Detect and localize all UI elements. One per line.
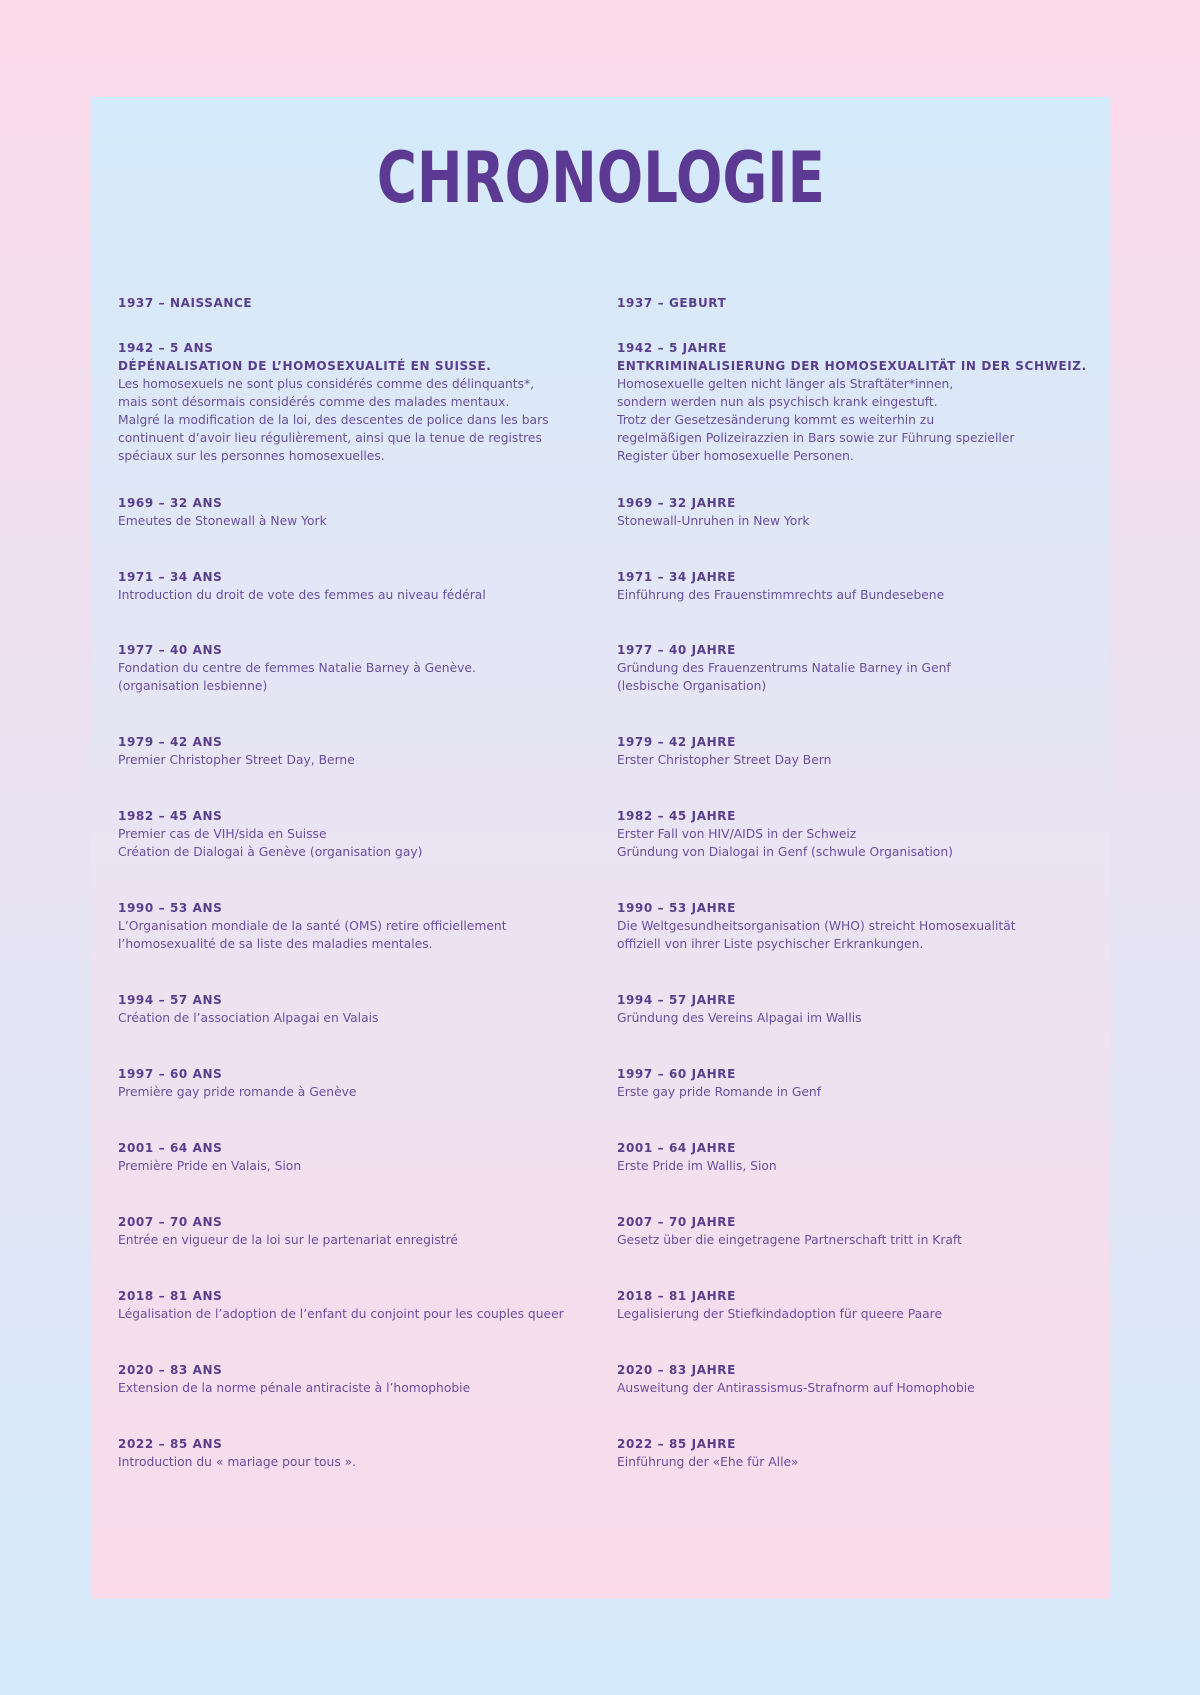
entry-heading: 1971 – 34 JAHRE xyxy=(617,570,736,584)
timeline-entry-fr xyxy=(118,733,608,769)
entry-heading: 1942 – 5 ANS xyxy=(118,341,214,355)
entry-heading: 1982 – 45 ANS xyxy=(118,809,223,823)
timeline-entry-fr xyxy=(118,899,608,953)
entry-text-line: Introduction du « mariage pour tous ». xyxy=(118,1455,357,1469)
entry-text-line: Création de Dialogai à Genève (organisation gay) xyxy=(118,845,423,859)
entry-text-line: Legalisierung der Stiefkindadoption für queere Paare xyxy=(617,1307,943,1321)
entry-text-line: Emeutes de Stonewall à New York xyxy=(118,514,327,528)
entry-text-line: Premier Christopher Street Day, Berne xyxy=(118,753,355,767)
entry-heading: 1937 – GEBURT xyxy=(617,296,727,310)
entry-text-line: Malgré la modification de la loi, des descentes de police dans les bars xyxy=(118,413,549,427)
entry-text-line: L’Organisation mondiale de la santé (OMS) retire officiellement xyxy=(118,919,507,933)
entry-text-line: Légalisation de l’adoption de l’enfant du conjoint pour les couples queer xyxy=(118,1307,564,1321)
entry-heading: 2001 – 64 ANS xyxy=(118,1141,223,1155)
entry-text-line: Erster Fall von HIV/AIDS in der Schweiz xyxy=(617,827,857,841)
entry-heading: 2001 – 64 JAHRE xyxy=(617,1141,736,1155)
entry-text-line: Erste Pride im Wallis, Sion xyxy=(617,1159,777,1173)
entry-heading: 2020 – 83 ANS xyxy=(118,1363,223,1377)
entry-heading: 1969 – 32 ANS xyxy=(118,496,223,510)
timeline-entry-de xyxy=(617,807,1107,861)
timeline-entry-fr xyxy=(118,1435,608,1471)
entry-text-line: Erste gay pride Romande in Genf xyxy=(617,1085,822,1099)
entry-heading: 1979 – 42 ANS xyxy=(118,735,223,749)
entry-text-line: Gründung des Vereins Alpagai im Wallis xyxy=(617,1011,862,1025)
entry-text-line: continuent d’avoir lieu régulièrement, ainsi que la tenue de registres xyxy=(118,431,542,445)
timeline-entry-de xyxy=(617,1213,1107,1249)
entry-text-line: Trotz der Gesetzesänderung kommt es weiterhin zu xyxy=(617,413,935,427)
entry-text-line: Première Pride en Valais, Sion xyxy=(118,1159,302,1173)
timeline-entry-de xyxy=(617,1139,1107,1175)
entry-subheading: ENTKRIMINALISIERUNG DER HOMOSEXUALITÄT IN DER SCHWEIZ. xyxy=(617,359,1087,373)
entry-heading: 1997 – 60 ANS xyxy=(118,1067,223,1081)
entry-text-line: Erster Christopher Street Day Bern xyxy=(617,753,832,767)
timeline-entry-fr xyxy=(118,641,608,695)
timeline-entry-fr xyxy=(118,1361,608,1397)
entry-heading: 2018 – 81 JAHRE xyxy=(617,1289,736,1303)
timeline-entry-fr xyxy=(118,294,608,312)
timeline-entry-de xyxy=(617,1065,1107,1101)
entry-subheading: DÉPÉNALISATION DE L’HOMOSEXUALITÉ EN SUISSE. xyxy=(118,359,492,373)
entry-text-line: Die Weltgesundheitsorganisation (WHO) streicht Homosexualität xyxy=(617,919,1016,933)
entry-text-line: spéciaux sur les personnes homosexuelles. xyxy=(118,449,385,463)
timeline-entry-fr xyxy=(118,1287,608,1323)
entry-text-line: regelmäßigen Polizeirazzien in Bars sowie zur Führung spezieller xyxy=(617,431,1015,445)
timeline-entry-fr xyxy=(118,807,608,861)
timeline-entry-fr xyxy=(118,1065,608,1101)
entry-text-line: Création de l’association Alpagai en Valais xyxy=(118,1011,379,1025)
entry-text-line: Ausweitung der Antirassismus-Strafnorm auf Homophobie xyxy=(617,1381,975,1395)
page-title: CHRONOLOGIE xyxy=(376,137,825,219)
entry-text-line: Gesetz über die eingetragene Partnerschaft tritt in Kraft xyxy=(617,1233,962,1247)
entry-text-line: Les homosexuels ne sont plus considérés comme des délinquants*, xyxy=(118,377,535,391)
entry-heading: 1979 – 42 JAHRE xyxy=(617,735,736,749)
timeline-entry-fr xyxy=(118,991,608,1027)
entry-text-line: Entrée en vigueur de la loi sur le partenariat enregistré xyxy=(118,1233,458,1247)
timeline-entry-de xyxy=(617,339,1107,465)
timeline-entry-de xyxy=(617,733,1107,769)
entry-text-line: Fondation du centre de femmes Natalie Barney à Genève. xyxy=(118,661,476,675)
timeline-entry-de xyxy=(617,1287,1107,1323)
entry-text-line: (lesbische Organisation) xyxy=(617,679,767,693)
timeline-entry-de xyxy=(617,641,1107,695)
entry-heading: 2007 – 70 ANS xyxy=(118,1215,223,1229)
entry-text-line: sondern werden nun als psychisch krank eingestuft. xyxy=(617,395,938,409)
entry-text-line: Gründung von Dialogai in Genf (schwule Organisation) xyxy=(617,845,953,859)
entry-text-line: Register über homosexuelle Personen. xyxy=(617,449,854,463)
entry-text-line: Premier cas de VIH/sida en Suisse xyxy=(118,827,327,841)
timeline-entry-fr xyxy=(118,1213,608,1249)
entry-heading: 2018 – 81 ANS xyxy=(118,1289,223,1303)
timeline-entry-de xyxy=(617,294,1107,312)
entry-heading: 2022 – 85 JAHRE xyxy=(617,1437,736,1451)
entry-text-line: Einführung des Frauenstimmrechts auf Bundesebene xyxy=(617,588,945,602)
timeline-entry-de xyxy=(617,1435,1107,1471)
entry-heading: 1977 – 40 ANS xyxy=(118,643,223,657)
entry-heading: 2022 – 85 ANS xyxy=(118,1437,223,1451)
entry-heading: 1971 – 34 ANS xyxy=(118,570,223,584)
entry-text-line: offiziell von ihrer Liste psychischer Erkrankungen. xyxy=(617,937,924,951)
entry-text-line: Première gay pride romande à Genève xyxy=(118,1085,357,1099)
timeline-entry-de xyxy=(617,1361,1107,1397)
timeline-entry-de xyxy=(617,899,1107,953)
entry-text-line: Stonewall-Unruhen in New York xyxy=(617,514,810,528)
entry-text-line: (organisation lesbienne) xyxy=(118,679,268,693)
entry-heading: 1994 – 57 JAHRE xyxy=(617,993,736,1007)
entry-heading: 1997 – 60 JAHRE xyxy=(617,1067,736,1081)
entry-heading: 2020 – 83 JAHRE xyxy=(617,1363,736,1377)
entry-text-line: l’homosexualité de sa liste des maladies mentales. xyxy=(118,937,433,951)
entry-text-line: Einführung der «Ehe für Alle» xyxy=(617,1455,799,1469)
entry-heading: 1937 – NAISSANCE xyxy=(118,296,253,310)
entry-text-line: Introduction du droit de vote des femmes au niveau fédéral xyxy=(118,588,486,602)
entry-heading: 1969 – 32 JAHRE xyxy=(617,496,736,510)
timeline-entry-fr xyxy=(118,1139,608,1175)
entry-heading: 1977 – 40 JAHRE xyxy=(617,643,736,657)
entry-heading: 1982 – 45 JAHRE xyxy=(617,809,736,823)
timeline-entry-de xyxy=(617,494,1107,530)
entry-text-line: Gründung des Frauenzentrums Natalie Barney in Genf xyxy=(617,661,951,675)
entry-heading: 1990 – 53 JAHRE xyxy=(617,901,736,915)
timeline-entry-fr xyxy=(118,494,608,530)
entry-heading: 2007 – 70 JAHRE xyxy=(617,1215,736,1229)
entry-heading: 1990 – 53 ANS xyxy=(118,901,223,915)
timeline-entry-fr xyxy=(118,568,608,604)
timeline-entry-de xyxy=(617,991,1107,1027)
entry-text-line: mais sont désormais considérés comme des malades mentaux. xyxy=(118,395,510,409)
timeline-entry-fr xyxy=(118,339,608,465)
entry-text-line: Extension de la norme pénale antiraciste à l’homophobie xyxy=(118,1381,471,1395)
timeline-entry-de xyxy=(617,568,1107,604)
entry-heading: 1942 – 5 JAHRE xyxy=(617,341,727,355)
entry-heading: 1994 – 57 ANS xyxy=(118,993,223,1007)
entry-text-line: Homosexuelle gelten nicht länger als Straftäter*innen, xyxy=(617,377,954,391)
